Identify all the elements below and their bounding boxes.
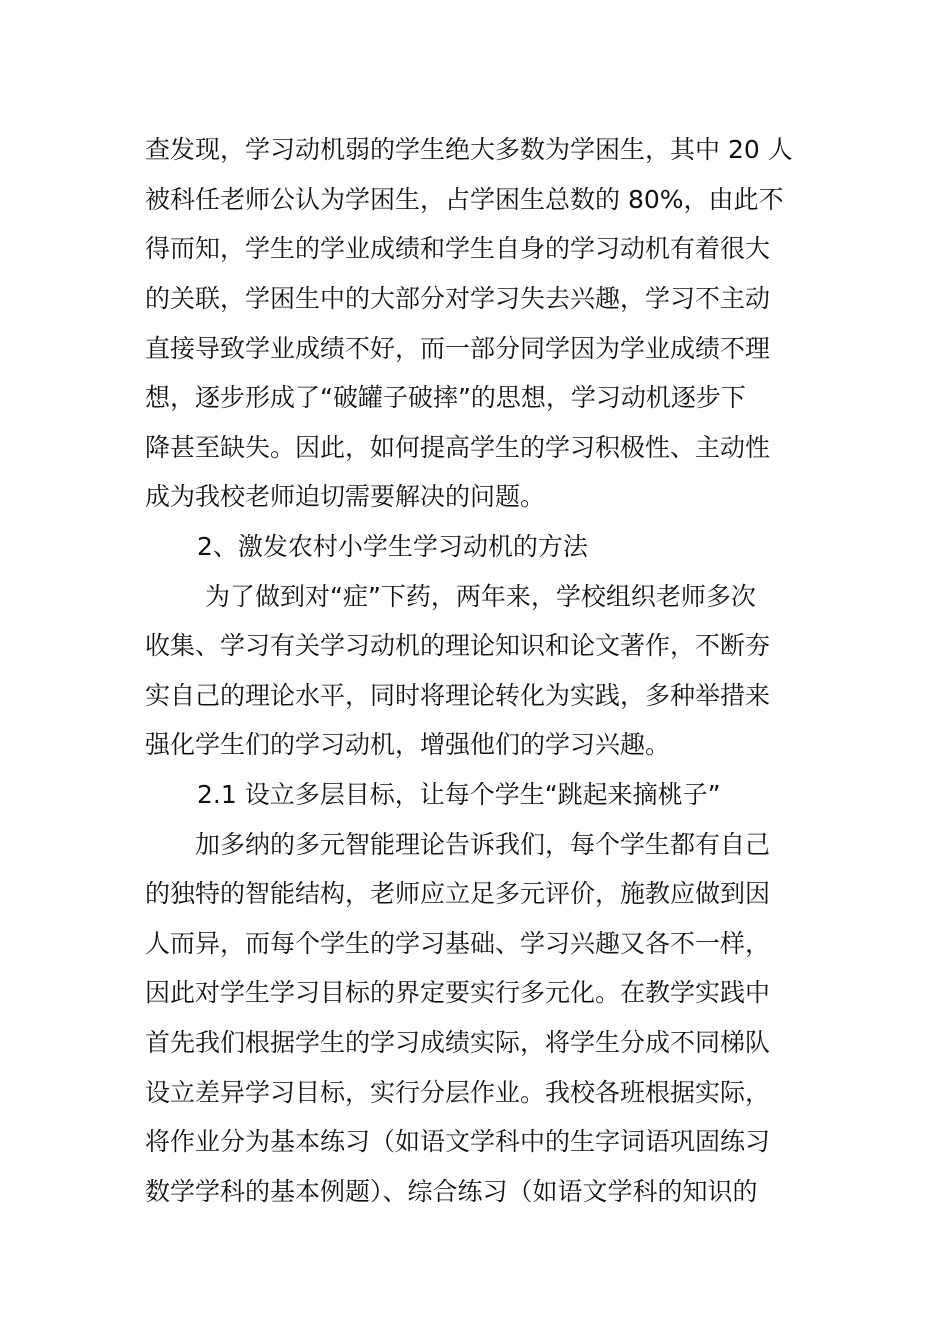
text-line: 将作业分为基本练习（如语文学科中的生字词语巩固练习 — [145, 1127, 771, 1156]
text-line: 查发现，学习动机弱的学生绝大多数为学困生，其中 20 人 — [145, 135, 793, 164]
paragraph-first-line: 为了做到对“症”下药，两年来，学校组织老师多次 — [205, 582, 756, 611]
text-line: 成为我校老师迫切需要解决的问题。 — [145, 482, 546, 511]
text-line: 被科任老师公认为学困生，占学困生总数的 80%，由此不 — [145, 185, 784, 214]
text-line: 实自己的理论水平，同时将理论转化为实践，多种举措来 — [145, 681, 771, 710]
text-line: 设立差异学习目标，实行分层作业。我校各班根据实际， — [145, 1078, 771, 1107]
text-line: 的关联，学困生中的大部分对学习失去兴趣，学习不主动 — [145, 284, 771, 313]
text-line: 首先我们根据学生的学习成绩实际，将学生分成不同梯队 — [145, 1028, 771, 1057]
text-line: 强化学生们的学习动机，增强他们的学习兴趣。 — [145, 730, 671, 759]
text-line: 收集、学习有关学习动机的理论知识和论文著作，不断夯 — [145, 631, 771, 660]
text-line: 降甚至缺失。因此，如何提高学生的学习积极性、主动性 — [145, 433, 771, 462]
subsection-heading: 2.1 设立多层目标，让每个学生“跳起来摘桃子” — [197, 780, 721, 809]
section-heading: 2、激发农村小学生学习动机的方法 — [197, 532, 588, 561]
text-line: 得而知，学生的学业成绩和学生自身的学习动机有着很大 — [145, 234, 771, 263]
text-line: 想，逐步形成了“破罐子破摔”的思想，学习动机逐步下 — [145, 383, 746, 412]
text-line: 因此对学生学习目标的界定要实行多元化。在教学实践中 — [145, 978, 771, 1007]
text-line: 的独特的智能结构，老师应立足多元评价，施教应做到因 — [145, 879, 771, 908]
text-line: 直接导致学业成绩不好，而一部分同学因为学业成绩不理 — [145, 334, 771, 363]
text-line: 数学学科的基本例题）、综合练习（如语文学科的知识的 — [145, 1177, 758, 1206]
paragraph-first-line: 加多纳的多元智能理论告诉我们，每个学生都有自己 — [195, 830, 771, 859]
text-line: 人而异，而每个学生的学习基础、学习兴趣又各不一样， — [145, 929, 771, 958]
